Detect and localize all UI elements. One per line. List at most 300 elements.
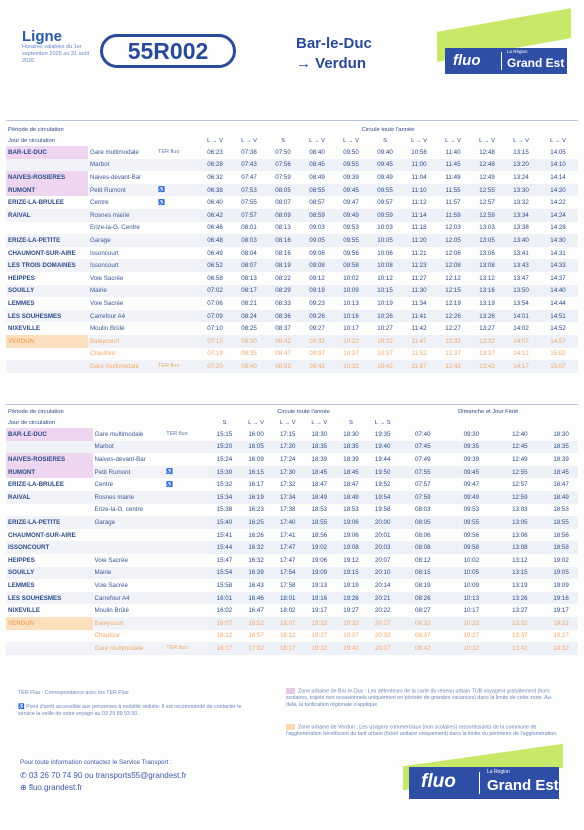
departure-time: 10:19 bbox=[377, 299, 393, 307]
departure-time: 10:09 bbox=[463, 581, 480, 589]
stop-name: Centre bbox=[90, 199, 109, 207]
table-row bbox=[6, 466, 578, 479]
departure-time: 08:07 bbox=[232, 259, 266, 272]
legend-zone-verdun bbox=[286, 724, 558, 738]
stop-name: Erize-la-G. centre bbox=[94, 506, 143, 514]
departure-time: 07:59 bbox=[275, 173, 291, 181]
table-row bbox=[6, 541, 578, 554]
departure-time: 16:57 bbox=[248, 632, 264, 640]
departure-time: 06:52 bbox=[198, 259, 232, 272]
day-header bbox=[399, 417, 448, 428]
departure-time: 18:53 bbox=[311, 506, 328, 514]
stop-commune bbox=[6, 441, 93, 454]
departure-time: 18:35 bbox=[304, 441, 336, 454]
stop-name: Baleycourt bbox=[93, 617, 165, 630]
departure-time: 13:47 bbox=[513, 274, 529, 282]
departure-time: 11:45 bbox=[436, 159, 470, 172]
departure-time: 08:19 bbox=[415, 581, 431, 589]
icon-cell bbox=[164, 453, 208, 466]
departure-time: 15:02 bbox=[550, 350, 566, 358]
departure-time: 08:19 bbox=[266, 259, 300, 272]
departure-time: 15:38 bbox=[216, 506, 233, 514]
stop-name bbox=[93, 529, 165, 542]
departure-time: 10:06 bbox=[377, 249, 393, 257]
stop-commune: SOUILLY bbox=[6, 285, 88, 298]
departure-time: 18:56 bbox=[311, 531, 328, 539]
day-header: S bbox=[349, 419, 353, 426]
days-label: Jour de circulation bbox=[8, 137, 56, 144]
departure-time: 07:55 bbox=[399, 466, 448, 479]
departure-time: 13:43 bbox=[504, 259, 538, 272]
departure-time: 14:30 bbox=[538, 234, 578, 247]
contact-phone[interactable] bbox=[20, 771, 187, 780]
stop-commune: RUMONT bbox=[6, 466, 93, 479]
departure-time: 09:47 bbox=[343, 199, 359, 207]
departure-time: 13:40 bbox=[504, 234, 538, 247]
departure-time: 15:40 bbox=[209, 516, 241, 529]
stop-name: Petit Rumont bbox=[88, 184, 156, 197]
departure-time: 08:03 bbox=[415, 506, 431, 514]
legend-pmr bbox=[18, 704, 258, 718]
departure-time: 16:12 bbox=[216, 632, 233, 640]
departure-time: 06:28 bbox=[198, 159, 232, 172]
table-row bbox=[6, 247, 578, 260]
icon-cell bbox=[164, 630, 208, 643]
table-row bbox=[6, 360, 578, 373]
stop-commune: SOUILLY bbox=[6, 567, 93, 580]
icon-cell bbox=[164, 554, 208, 567]
departure-time: 07:53 bbox=[232, 184, 266, 197]
stop-name: Carrefour A4 bbox=[93, 592, 165, 605]
departure-time: 09:42 bbox=[300, 360, 334, 373]
departure-time: 20:14 bbox=[374, 581, 391, 589]
departure-time: 08:27 bbox=[415, 607, 431, 615]
departure-time: 19:12 bbox=[343, 556, 359, 564]
departure-time: 19:58 bbox=[374, 506, 391, 514]
stop-commune: CHAUMONT-SUR-AIRE bbox=[8, 531, 76, 539]
departure-time: 12:55 bbox=[470, 184, 504, 197]
departure-time: 13:41 bbox=[513, 249, 529, 257]
table-row bbox=[6, 348, 578, 361]
legend-ter-text: TER Fluo : Correspondance avec les TER Fluo bbox=[18, 690, 129, 696]
stop-name: Moulin Brûlé bbox=[90, 325, 125, 333]
departure-time: 08:42 bbox=[399, 642, 448, 655]
departure-time: 09:45 bbox=[368, 159, 402, 172]
departure-time: 17:30 bbox=[272, 466, 304, 479]
departure-time: 19:27 bbox=[553, 632, 569, 640]
departure-time: 13:27 bbox=[479, 325, 495, 333]
icon-cell bbox=[156, 234, 198, 247]
departure-time: 19:27 bbox=[311, 632, 328, 640]
stop-name: Issoncourt bbox=[88, 259, 156, 272]
departure-time: 07:20 bbox=[198, 360, 232, 373]
departure-time: 11:14 bbox=[402, 209, 436, 222]
departure-time: 08:16 bbox=[266, 234, 300, 247]
table-row bbox=[6, 630, 578, 643]
departure-time: 13:05 bbox=[470, 234, 504, 247]
departure-time: 16:52 bbox=[240, 617, 272, 630]
departure-time: 09:49 bbox=[377, 173, 393, 181]
stop-commune: HEIPPES bbox=[8, 556, 35, 564]
departure-time: 13:26 bbox=[496, 592, 545, 605]
departure-time: 17:41 bbox=[279, 531, 296, 539]
wheelchair-icon: ♿ bbox=[158, 199, 165, 206]
departure-time: 10:17 bbox=[343, 325, 359, 333]
departure-time: 08:24 bbox=[232, 310, 266, 323]
departure-time: 19:08 bbox=[335, 541, 367, 554]
day-header: L → V bbox=[248, 419, 265, 426]
departure-time: 09:50 bbox=[343, 148, 359, 156]
departure-time: 14:10 bbox=[538, 159, 578, 172]
validity-dates: Horaires valables du 1er septembre 2025 au 31 août 2026 bbox=[22, 44, 90, 64]
phone-icon: ✆ bbox=[20, 771, 29, 780]
departure-time: 08:47 bbox=[275, 350, 291, 358]
icon-cell bbox=[156, 171, 198, 184]
table-row bbox=[6, 491, 578, 504]
departure-time: 16:09 bbox=[248, 455, 264, 463]
stop-commune bbox=[6, 222, 88, 235]
departure-time: 12:49 bbox=[512, 455, 528, 463]
departure-time: 18:47 bbox=[343, 481, 359, 489]
departure-time: 08:12 bbox=[415, 556, 431, 564]
table-row bbox=[6, 196, 578, 209]
departure-time: 13:34 bbox=[504, 209, 538, 222]
table-row bbox=[6, 478, 578, 491]
departure-time: 20:32 bbox=[374, 632, 391, 640]
day-header: L → V bbox=[309, 137, 325, 144]
period-label: Période de circulation bbox=[8, 408, 64, 415]
departure-time: 15:20 bbox=[209, 441, 241, 454]
departure-time: 14:57 bbox=[538, 335, 578, 348]
ter-fluo-icon: TER fluo bbox=[158, 149, 180, 156]
departure-time: 18:35 bbox=[544, 441, 578, 454]
departure-time: 10:32 bbox=[447, 642, 496, 655]
departure-time: 18:49 bbox=[304, 491, 336, 504]
departure-time: 12:37 bbox=[445, 350, 461, 358]
departure-time: 11:23 bbox=[402, 259, 436, 272]
icon-cell bbox=[156, 272, 198, 285]
departure-time: 08:16 bbox=[275, 249, 291, 257]
departure-time: 18:45 bbox=[335, 466, 367, 479]
departure-time: 13:24 bbox=[513, 173, 529, 181]
stop-name: Mairie bbox=[93, 567, 165, 580]
stop-name: Mairie bbox=[88, 285, 156, 298]
table-row bbox=[6, 453, 578, 466]
days-row bbox=[6, 417, 578, 428]
departure-time: 14:51 bbox=[538, 310, 578, 323]
departure-time: 11:18 bbox=[411, 224, 427, 232]
icon-cell bbox=[156, 310, 198, 323]
table-row bbox=[6, 171, 578, 184]
departure-time: 12:48 bbox=[470, 159, 504, 172]
stop-commune bbox=[6, 360, 88, 373]
web-text: fluo.grandest.fr bbox=[28, 783, 83, 792]
departure-time: 18:56 bbox=[553, 531, 569, 539]
departure-time: 09:26 bbox=[300, 310, 334, 323]
departure-time: 08:22 bbox=[275, 274, 291, 282]
departure-time: 12:57 bbox=[512, 481, 528, 489]
icon-cell bbox=[156, 348, 198, 361]
departure-time: 20:01 bbox=[374, 531, 391, 539]
departure-time: 09:45 bbox=[447, 466, 496, 479]
departure-time: 19:37 bbox=[343, 632, 359, 640]
departure-time: 11:27 bbox=[411, 274, 427, 282]
footer-logo-separator bbox=[479, 772, 480, 794]
stop-commune: CHAUMONT-SUR-AIRE bbox=[8, 249, 76, 257]
ter-fluo-icon: TER fluo bbox=[166, 431, 188, 438]
departure-time: 09:39 bbox=[463, 455, 480, 463]
stop-name: Chaufour bbox=[90, 350, 116, 358]
departure-time: 13:38 bbox=[513, 224, 529, 232]
departure-time: 14:07 bbox=[504, 335, 538, 348]
departure-time: 09:08 bbox=[300, 259, 334, 272]
departure-time: 11:30 bbox=[402, 285, 436, 298]
departure-time: 09:58 bbox=[447, 541, 496, 554]
departure-time: 15:15 bbox=[216, 430, 233, 438]
stop-name: Gare multimodale bbox=[88, 360, 156, 373]
departure-time: 16:25 bbox=[240, 516, 272, 529]
departure-time: 10:27 bbox=[463, 632, 480, 640]
departure-time: 13:20 bbox=[504, 159, 538, 172]
departure-time: 11:47 bbox=[402, 335, 436, 348]
departure-time: 17:32 bbox=[279, 481, 296, 489]
departure-time: 19:54 bbox=[367, 491, 399, 504]
day-header bbox=[447, 417, 496, 428]
departure-time: 16:43 bbox=[248, 581, 264, 589]
departure-time: 19:15 bbox=[335, 567, 367, 580]
departure-time: 10:08 bbox=[368, 259, 402, 272]
day-header: L → V bbox=[241, 137, 257, 144]
departure-time: 20:37 bbox=[367, 642, 399, 655]
departure-time: 16:17 bbox=[209, 642, 241, 655]
departure-time: 10:26 bbox=[368, 310, 402, 323]
stop-name: Erize-la-G. Centre bbox=[90, 224, 140, 232]
departure-time: 08:21 bbox=[241, 299, 257, 307]
table-row bbox=[6, 272, 578, 285]
departure-time: 13:06 bbox=[479, 249, 495, 257]
departure-time: 09:53 bbox=[343, 224, 359, 232]
table-row bbox=[6, 184, 578, 197]
departure-time: 07:09 bbox=[198, 310, 232, 323]
departure-time: 08:26 bbox=[399, 592, 448, 605]
departure-time: 15:44 bbox=[209, 541, 241, 554]
departure-time: 10:09 bbox=[334, 285, 368, 298]
departure-time: 19:02 bbox=[304, 541, 336, 554]
stop-commune: LEMMES bbox=[8, 299, 35, 307]
departure-time: 10:22 bbox=[447, 617, 496, 630]
departure-time: 15:54 bbox=[209, 567, 241, 580]
departure-time: 18:30 bbox=[311, 430, 328, 438]
departure-time: 16:02 bbox=[216, 607, 233, 615]
departure-time: 08:15 bbox=[399, 567, 448, 580]
departure-time: 08:37 bbox=[275, 325, 291, 333]
departure-time: 14:40 bbox=[538, 285, 578, 298]
departure-time: 10:37 bbox=[377, 350, 393, 358]
ter-fluo-icon: TER fluo bbox=[156, 360, 198, 373]
departure-time: 08:40 bbox=[232, 360, 266, 373]
stop-commune: VERDUN bbox=[6, 335, 88, 348]
departure-time: 18:49 bbox=[335, 491, 367, 504]
stop-commune: ISSONCOURT bbox=[6, 541, 93, 554]
departure-time: 18:35 bbox=[335, 441, 367, 454]
departure-time: 19:32 bbox=[304, 642, 336, 655]
departure-time: 08:30 bbox=[232, 335, 266, 348]
departure-time: 19:27 bbox=[343, 607, 359, 615]
departure-time: 18:39 bbox=[553, 455, 569, 463]
departure-time: 13:26 bbox=[470, 310, 504, 323]
table-row bbox=[6, 529, 578, 542]
stop-commune: RAIVAL bbox=[6, 491, 93, 504]
departure-time: 08:09 bbox=[266, 209, 300, 222]
departure-time: 08:17 bbox=[232, 285, 266, 298]
departure-time: 12:05 bbox=[436, 234, 470, 247]
departure-time: 08:57 bbox=[309, 199, 325, 207]
departure-time: 10:56 bbox=[411, 148, 427, 156]
departure-time: 18:49 bbox=[544, 491, 578, 504]
stop-commune: ERIZE-LA-PETITE bbox=[6, 234, 88, 247]
day-header bbox=[496, 417, 545, 428]
departure-time: 11:52 bbox=[411, 350, 427, 358]
departure-time: 14:22 bbox=[550, 199, 566, 207]
departure-time: 13:16 bbox=[470, 285, 504, 298]
period-value: Circule toute l'année bbox=[277, 408, 330, 415]
wheelchair-icon: ♿ bbox=[156, 184, 198, 197]
departure-time: 11:04 bbox=[411, 173, 427, 181]
departure-time: 13:19 bbox=[479, 299, 495, 307]
logo-fluo: fluo bbox=[453, 52, 481, 69]
departure-time: 15:24 bbox=[216, 455, 233, 463]
departure-time: 14:17 bbox=[504, 360, 538, 373]
departure-time: 14:12 bbox=[513, 350, 529, 358]
icon-cell bbox=[156, 247, 198, 260]
departure-time: 10:32 bbox=[334, 360, 368, 373]
departure-time: 12:08 bbox=[436, 259, 470, 272]
stop-commune bbox=[6, 630, 93, 643]
table-row bbox=[6, 285, 578, 298]
departure-time: 19:06 bbox=[343, 531, 359, 539]
departure-time: 11:42 bbox=[411, 325, 427, 333]
footer-logo-region: La Région bbox=[487, 769, 510, 775]
table-row bbox=[6, 310, 578, 323]
period-row bbox=[6, 406, 578, 417]
icon-cell bbox=[156, 335, 198, 348]
icon-cell bbox=[156, 297, 198, 310]
departure-time: 08:03 bbox=[232, 234, 266, 247]
stop-commune: NAIVES-ROSIERES bbox=[6, 453, 93, 466]
departure-time: 16:17 bbox=[248, 481, 264, 489]
departure-time: 18:30 bbox=[553, 430, 569, 438]
departure-time: 08:52 bbox=[266, 360, 300, 373]
departure-time: 13:08 bbox=[496, 541, 545, 554]
stop-name: Moulin Brûlé bbox=[94, 607, 129, 615]
departure-time: 18:53 bbox=[553, 506, 569, 514]
departure-time: 19:40 bbox=[367, 441, 399, 454]
departure-time: 12:32 bbox=[436, 335, 470, 348]
departure-time: 18:17 bbox=[272, 642, 304, 655]
departure-time: 09:05 bbox=[300, 234, 334, 247]
legend-ter bbox=[18, 690, 258, 697]
departure-time: 10:27 bbox=[343, 350, 359, 358]
departure-time: 13:37 bbox=[512, 632, 528, 640]
legend-zone-verdun-text: Zone urbaine de Verdun : Les usagers commerciaux (non scolaires) ressortissants de la commune de l'agglomération bénéficient du tarif urbain (ticket unitaire uniquement) dans la limite du périmètre de l'agglomération. bbox=[286, 724, 558, 738]
departure-time: 08:06 bbox=[415, 531, 431, 539]
departure-time: 18:55 bbox=[544, 516, 578, 529]
wheelchair-icon: ♿ bbox=[164, 466, 208, 479]
departure-time: 06:23 bbox=[207, 148, 223, 156]
period-value: Circule toute l'année bbox=[361, 126, 415, 133]
departure-time: 19:17 bbox=[553, 607, 569, 615]
departure-time: 10:42 bbox=[368, 360, 402, 373]
legend-zone-bar bbox=[286, 688, 558, 709]
contact-info: Pour toute information contactez le Service Transport : bbox=[20, 759, 172, 766]
departure-time: 18:47 bbox=[553, 481, 569, 489]
departure-time: 14:28 bbox=[550, 224, 566, 232]
timetable-1-body bbox=[6, 124, 578, 373]
departure-time: 19:50 bbox=[367, 466, 399, 479]
stop-name: Baleycourt bbox=[88, 335, 156, 348]
stop-name: Garage bbox=[93, 516, 165, 529]
stop-commune bbox=[6, 504, 93, 517]
departure-time: 16:32 bbox=[240, 541, 272, 554]
logo-grand-est: Grand Est bbox=[507, 56, 565, 70]
icon-cell bbox=[164, 567, 208, 580]
departure-time: 11:34 bbox=[411, 299, 427, 307]
departure-time: 19:22 bbox=[544, 617, 578, 630]
contact-website[interactable] bbox=[20, 783, 82, 792]
departure-time: 17:02 bbox=[240, 642, 272, 655]
icon-cell bbox=[156, 259, 198, 272]
icon-cell bbox=[156, 285, 198, 298]
stop-name: Garage bbox=[88, 234, 156, 247]
departure-time: 14:14 bbox=[550, 173, 566, 181]
departure-time: 18:39 bbox=[311, 455, 328, 463]
departure-time: 16:15 bbox=[240, 466, 272, 479]
days-label: Jour de circulation bbox=[8, 419, 56, 426]
day-header: L → V bbox=[513, 137, 529, 144]
departure-time: 19:09 bbox=[553, 581, 569, 589]
departure-time: 13:32 bbox=[470, 335, 504, 348]
departure-time: 11:59 bbox=[436, 209, 470, 222]
table-row bbox=[6, 335, 578, 348]
departure-time: 13:32 bbox=[513, 199, 529, 207]
departure-time: 08:25 bbox=[241, 325, 257, 333]
departure-time: 19:09 bbox=[304, 567, 336, 580]
stop-name bbox=[93, 541, 165, 554]
departure-time: 19:44 bbox=[374, 455, 391, 463]
departure-time: 08:08 bbox=[399, 541, 448, 554]
departure-time: 13:30 bbox=[504, 184, 538, 197]
departure-time: 10:12 bbox=[377, 274, 393, 282]
timetable-2-body bbox=[6, 406, 578, 655]
departure-time: 09:39 bbox=[343, 173, 359, 181]
icon-cell bbox=[156, 159, 198, 172]
ter-fluo-icon: TER fluo bbox=[164, 642, 208, 655]
stop-commune: RUMONT bbox=[6, 184, 88, 197]
departure-time: 19:22 bbox=[304, 617, 336, 630]
departure-time: 09:47 bbox=[463, 481, 480, 489]
departure-time: 08:05 bbox=[399, 516, 448, 529]
route-origin: Bar-le-Duc bbox=[296, 35, 372, 52]
table-row bbox=[6, 209, 578, 222]
stop-commune: NIXEVILLE bbox=[8, 325, 40, 333]
days-row bbox=[6, 135, 578, 146]
departure-time: 19:42 bbox=[335, 642, 367, 655]
wheelchair-icon: ♿ bbox=[166, 481, 174, 488]
departure-time: 11:00 bbox=[402, 159, 436, 172]
departure-time: 09:56 bbox=[343, 249, 359, 257]
departure-time: 20:07 bbox=[374, 556, 391, 564]
departure-time: 08:37 bbox=[415, 632, 431, 640]
